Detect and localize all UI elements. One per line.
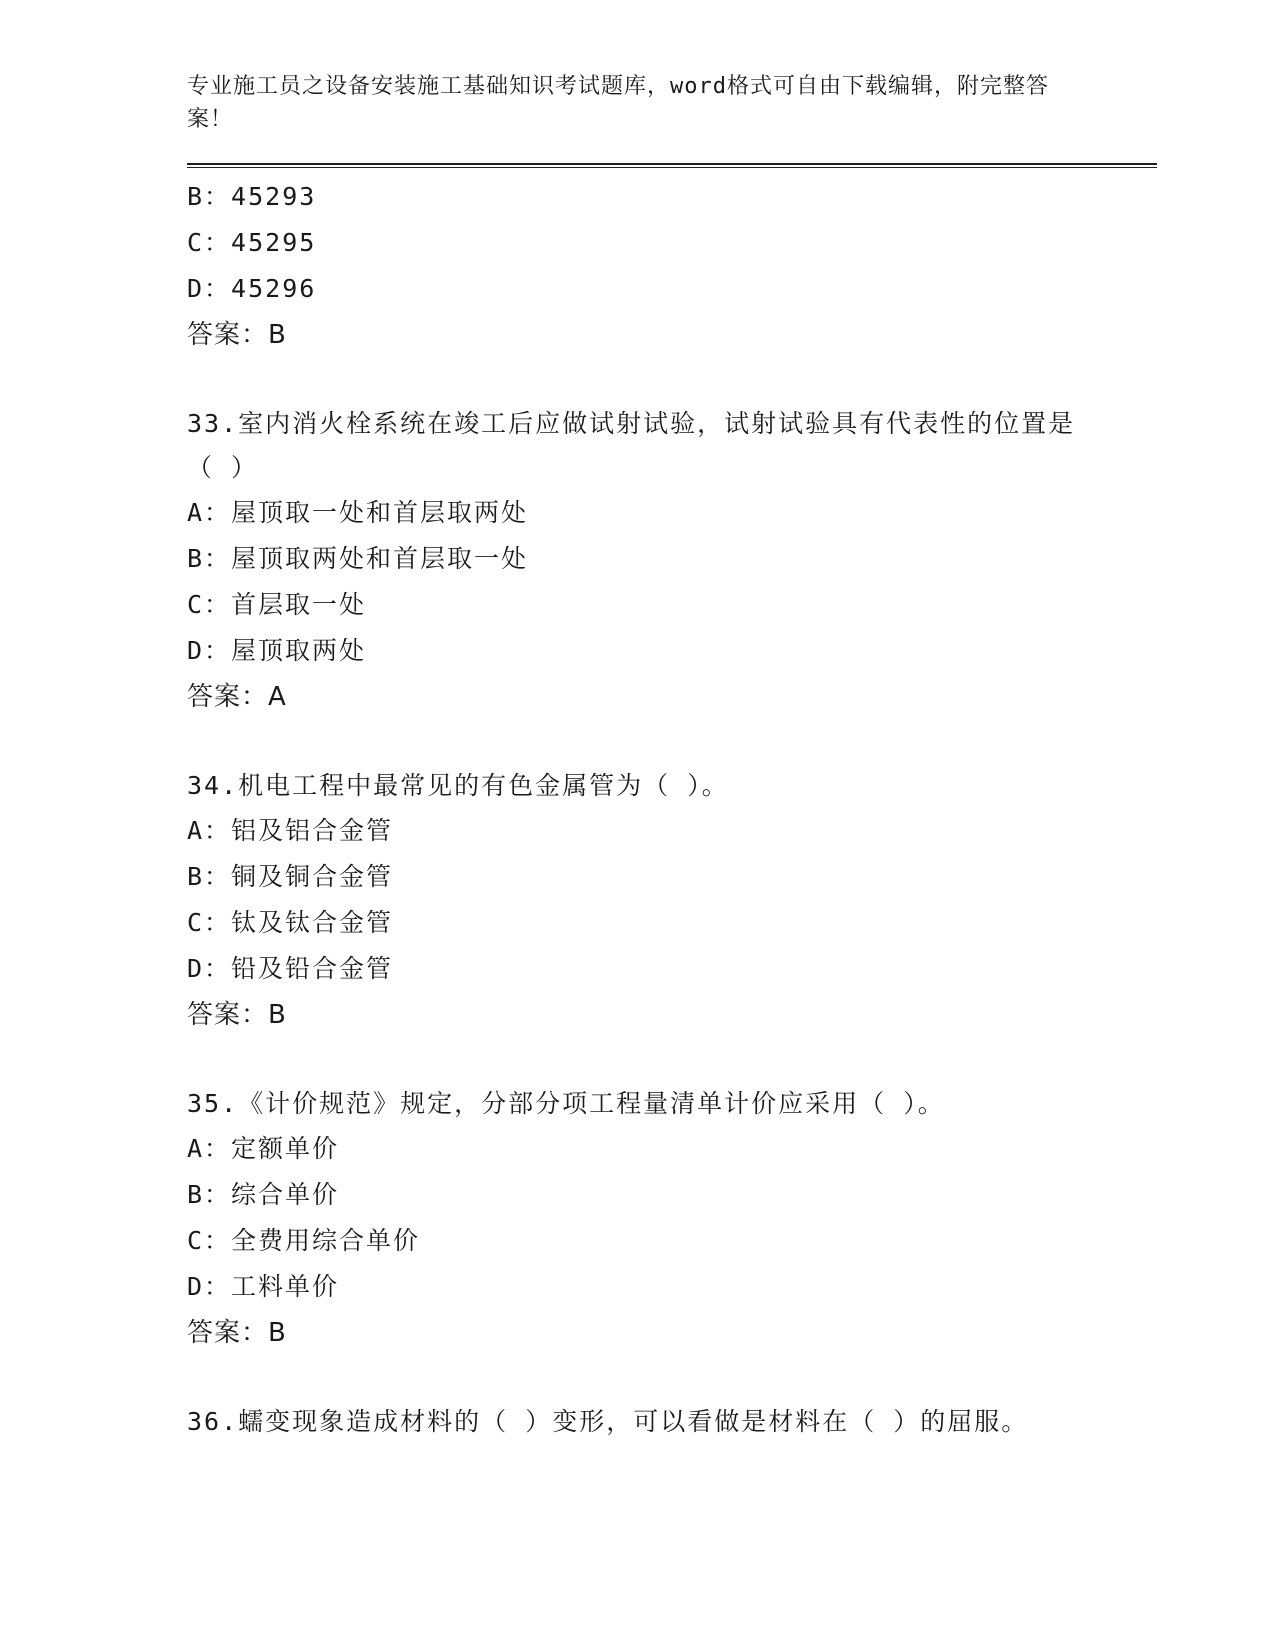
option-d: D：工料单价 [187,1272,340,1301]
option-d: D：屋顶取两处 [187,636,367,665]
answer-line: 答案：B [187,320,287,350]
document-page [187,70,1157,1444]
answer-line: 答案：B [187,1318,287,1348]
question-title: 35.《计价规范》规定，分部分项工程量清单计价应采用（ ）。 [187,1089,945,1118]
option-b: B：铜及铜合金管 [187,862,394,891]
question-33 [187,402,1157,720]
question-36 [187,1400,1157,1444]
answer-line: 答案：A [187,682,287,712]
option-d: D：45296 [187,274,317,303]
option-a: A：定额单价 [187,1134,340,1163]
option-c: C：全费用综合单价 [187,1226,421,1255]
option-c: C：45295 [187,228,317,257]
option-a: A：铝及铝合金管 [187,816,394,845]
question-35 [187,1082,1157,1356]
question-title: 36.蠕变现象造成材料的（ ）变形，可以看做是材料在（ ）的屈服。 [187,1407,1029,1436]
option-c: C：钛及钛合金管 [187,908,394,937]
option-d: D：铅及铅合金管 [187,954,394,983]
option-b: B：屋顶取两处和首层取一处 [187,544,529,573]
document-header: 专业施工员之设备安装施工基础知识考试题库，word格式可自由下载编辑，附完整答案！ [187,74,1049,132]
header-divider [187,163,1157,168]
answer-line: 答案：B [187,1000,287,1030]
question-title: 34.机电工程中最常见的有色金属管为（ ）。 [187,771,729,800]
option-b: B：综合单价 [187,1180,340,1209]
option-c: C：首层取一处 [187,590,367,619]
option-a: A：屋顶取一处和首层取两处 [187,498,529,527]
prev-question-block [187,174,1157,358]
option-b: B：45293 [187,182,317,211]
question-title: 33.室内消火栓系统在竣工后应做试射试验，试射试验具有代表性的位置是（ ） [187,409,1076,482]
question-34 [187,764,1157,1038]
